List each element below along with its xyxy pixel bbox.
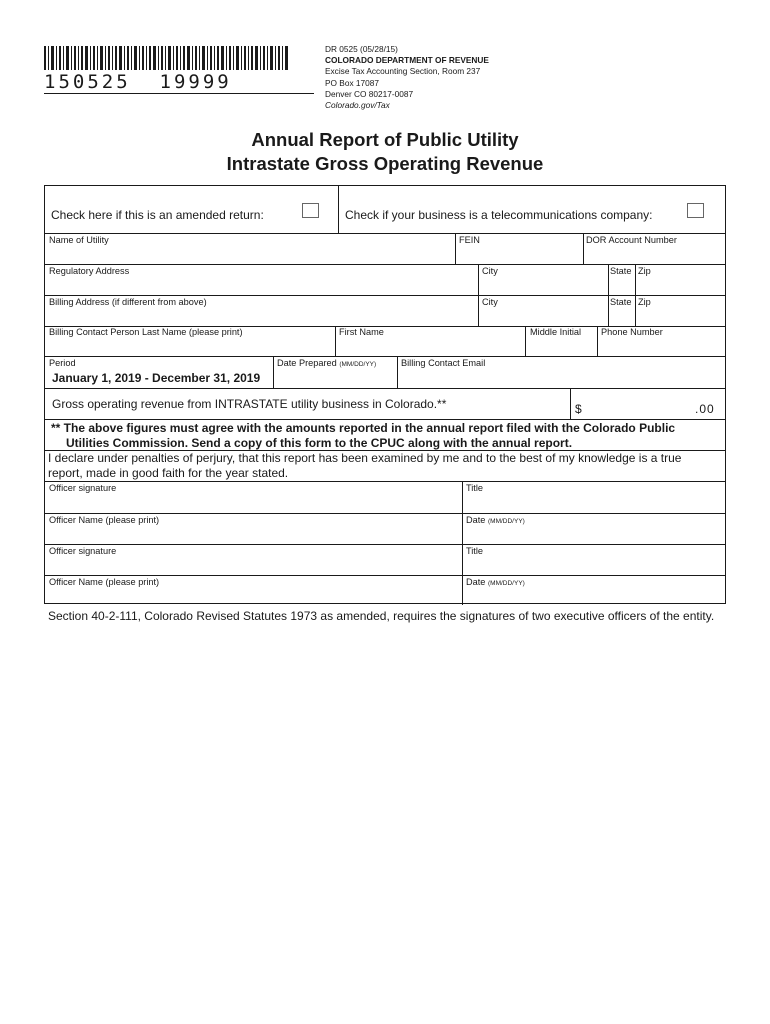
report-form	[44, 185, 726, 604]
row-divider	[45, 544, 725, 545]
col-divider	[455, 233, 456, 264]
billing-city-field[interactable]: City	[482, 297, 498, 307]
regulatory-address-field[interactable]: Regulatory Address	[49, 266, 130, 276]
col-divider	[338, 186, 339, 233]
name-of-utility-field[interactable]: Name of Utility	[49, 235, 109, 245]
middle-initial-field[interactable]: Middle Initial	[530, 327, 582, 337]
declaration-line-1: I declare under penalties of perjury, that this report has been examined by me and to the best of my knowledge is a true	[48, 451, 682, 465]
date-format-hint: (MM/DD/YY)	[487, 518, 525, 525]
billing-address-field[interactable]: Billing Address (if different from above)	[49, 297, 207, 307]
date-label: Date	[466, 515, 486, 525]
note-line-2: Utilities Commission. Send a copy of this form to the CPUC along with the annual report.	[66, 436, 573, 450]
note-line-1: ** The above figures must agree with the amounts reported in the annual report filed with the Colorado Public	[51, 421, 676, 435]
form-id: DR 0525 (05/28/15)	[325, 44, 398, 54]
period-value: January 1, 2019 - December 31, 2019	[52, 371, 261, 385]
department-name: COLORADO DEPARTMENT OF REVENUE	[325, 55, 489, 66]
fein-field[interactable]: FEIN	[459, 235, 480, 245]
col-divider	[397, 356, 398, 388]
barcode-image	[44, 46, 288, 70]
col-divider	[608, 264, 609, 326]
zip-field[interactable]: Zip	[638, 266, 651, 276]
gross-revenue-amount-field[interactable]: .00	[695, 402, 715, 416]
officer-signature-field-1[interactable]: Officer signature	[49, 483, 117, 493]
officer-name-field-2[interactable]: Officer Name (please print)	[49, 577, 160, 587]
row-divider	[45, 388, 725, 389]
declaration-line-2: report, made in good faith for the year stated.	[48, 466, 289, 480]
row-divider	[45, 513, 725, 514]
row-divider	[45, 233, 725, 234]
website: Colorado.gov/Tax	[325, 100, 390, 111]
agency-header	[325, 44, 489, 111]
col-divider	[525, 326, 526, 356]
gross-revenue-label: Gross operating revenue from INTRASTATE utility business in Colorado.**	[52, 397, 447, 411]
title-field-1[interactable]: Title	[466, 483, 484, 493]
date-format-hint: (MM/DD/YY)	[339, 361, 377, 368]
officer-signature-field-2[interactable]: Officer signature	[49, 546, 117, 556]
date-format-hint: (MM/DD/YY)	[487, 580, 525, 587]
city-field[interactable]: City	[482, 266, 498, 276]
col-divider	[335, 326, 336, 356]
col-divider	[273, 356, 274, 388]
amended-return-checkbox[interactable]	[302, 203, 319, 218]
col-divider	[635, 264, 636, 326]
state-field[interactable]: State	[610, 266, 632, 276]
statute-footnote: Section 40-2-111, Colorado Revised Statutes 1973 as amended, requires the signatures of two executive officers of the entity.	[48, 609, 715, 623]
date-prepared-field[interactable]	[277, 358, 376, 370]
row-divider	[45, 264, 725, 265]
billing-contact-email-field[interactable]: Billing Contact Email	[401, 358, 486, 368]
po-box: PO Box 17087	[325, 77, 379, 88]
telecom-company-label: Check if your business is a telecommunications company:	[345, 208, 653, 222]
divider	[44, 93, 314, 94]
billing-state-field[interactable]: State	[610, 297, 632, 307]
title-line-1: Annual Report of Public Utility	[251, 129, 519, 150]
page-title	[0, 128, 770, 176]
title-field-2[interactable]: Title	[466, 546, 484, 556]
col-divider	[583, 233, 584, 264]
city-zip: Denver CO 80217-0087	[325, 88, 414, 99]
billing-contact-last-name-field[interactable]: Billing Contact Person Last Name (please print)	[49, 327, 243, 337]
row-divider	[45, 481, 725, 482]
telecom-company-checkbox[interactable]	[687, 203, 704, 218]
billing-zip-field[interactable]: Zip	[638, 297, 651, 307]
col-divider	[570, 388, 571, 419]
officer-name-field-1[interactable]: Officer Name (please print)	[49, 515, 160, 525]
date-field-1[interactable]	[466, 515, 525, 527]
col-divider	[597, 326, 598, 356]
date-label: Date	[466, 577, 486, 587]
first-name-field[interactable]: First Name	[339, 327, 384, 337]
barcode-number: 150525 19999	[44, 71, 232, 93]
phone-number-field[interactable]: Phone Number	[601, 327, 663, 337]
title-line-2: Intrastate Gross Operating Revenue	[226, 153, 544, 174]
amended-return-label: Check here if this is an amended return:	[51, 208, 264, 222]
row-divider	[45, 419, 725, 420]
col-divider	[478, 264, 479, 326]
row-divider	[45, 356, 725, 357]
col-divider	[462, 481, 463, 605]
row-divider	[45, 575, 725, 576]
period-label: Period	[49, 358, 76, 368]
dor-account-number-field[interactable]: DOR Account Number	[586, 235, 677, 245]
dollar-sign: $	[575, 402, 582, 416]
date-field-2[interactable]	[466, 577, 525, 589]
date-prepared-label: Date Prepared	[277, 358, 337, 368]
row-divider	[45, 295, 725, 296]
section-address: Excise Tax Accounting Section, Room 237	[325, 66, 481, 77]
